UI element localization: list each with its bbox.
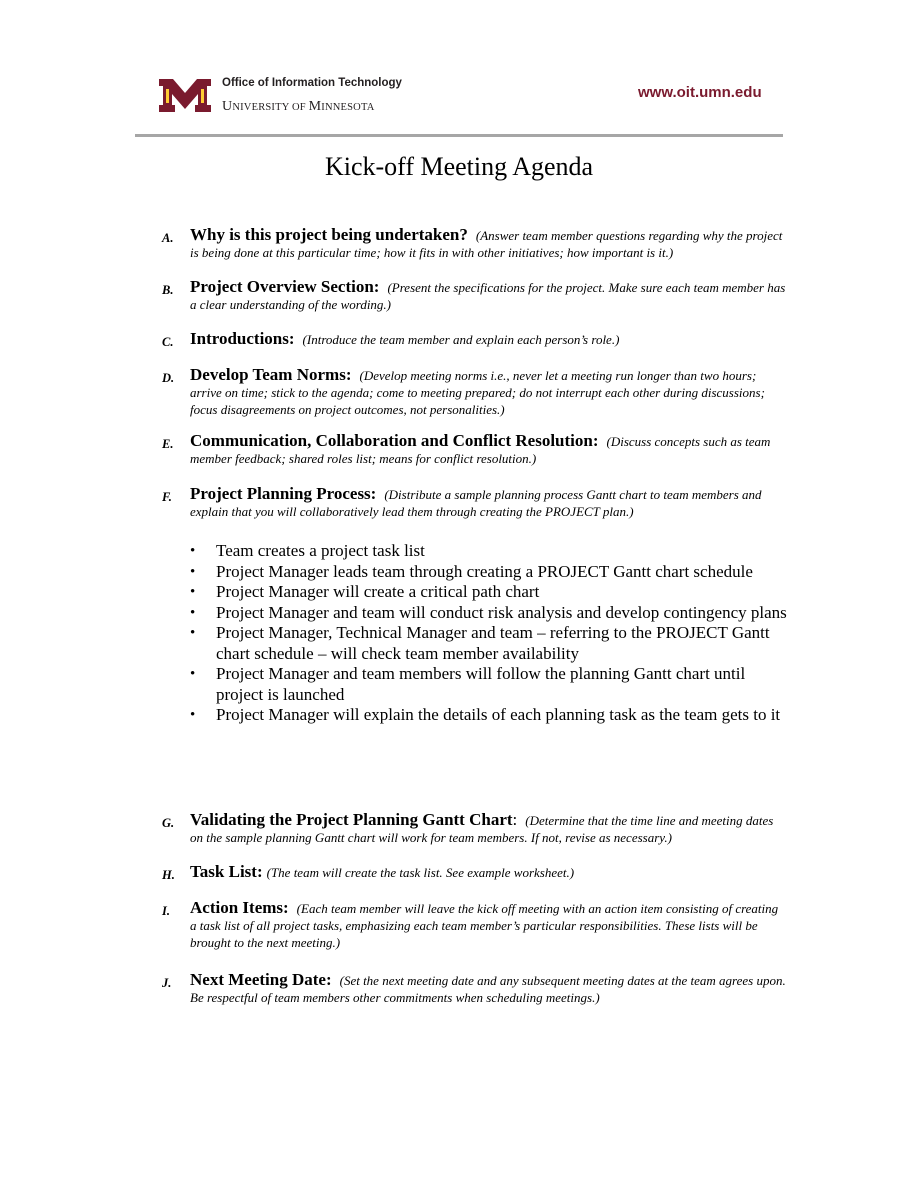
list-item: • Project Manager and team members will follow the planning Gantt chart until project is launched bbox=[190, 664, 746, 704]
item-letter: H. bbox=[162, 868, 175, 882]
agenda-item-e bbox=[162, 432, 787, 467]
list-item: • Project Manager will create a critical path chart bbox=[190, 582, 540, 601]
item-description: (Answer team member questions regarding why the project is being done at this particular time; how it fits in with other initiatives; how important is it.) bbox=[190, 228, 783, 260]
item-letter: B. bbox=[162, 283, 174, 297]
bullet-icon: • bbox=[190, 666, 196, 682]
page-header bbox=[0, 0, 918, 140]
item-heading: Validating the Project Planning Gantt Chart bbox=[190, 810, 513, 829]
item-description: (Set the next meeting date and any subsequent meeting dates at the team agrees upon. Be respectful of team members other commitments when scheduling meetings.) bbox=[190, 973, 786, 1005]
item-description: (Discuss concepts such as team member feedback; shared roles list; means for conflict resolution.) bbox=[190, 434, 771, 466]
list-item: • Project Manager leads team through creating a PROJECT Gantt chart schedule bbox=[190, 561, 753, 581]
item-letter: A. bbox=[162, 231, 174, 245]
list-item: • Team creates a project task list bbox=[190, 541, 425, 560]
item-letter: F. bbox=[162, 490, 172, 504]
item-description: (Each team member will leave the kick off meeting with an action item consisting of creating a task list of all project tasks, emphasizing each team member’s particular responsibilities. These lists will be brought to the next meeting.) bbox=[190, 901, 779, 950]
item-heading: Next Meeting Date: bbox=[190, 970, 332, 989]
item-heading: Why is this project being undertaken? bbox=[190, 225, 468, 244]
item-heading: Project Overview Section: bbox=[190, 277, 380, 296]
item-description: (Determine that the time line and meeting dates on the sample planning Gantt chart will work for team members. If not, revise as necessary.) bbox=[190, 813, 774, 845]
item-heading: Communication, Collaboration and Conflict Resolution: bbox=[190, 431, 599, 450]
bullet-icon: • bbox=[190, 584, 196, 600]
item-letter: J. bbox=[162, 976, 172, 990]
item-heading: Introductions: bbox=[190, 329, 295, 348]
university-name: UNIVERSITY OF MINNESOTA bbox=[222, 99, 375, 114]
bullet-icon: • bbox=[190, 604, 196, 621]
agenda-item-b bbox=[162, 278, 787, 313]
item-heading: Project Planning Process: bbox=[190, 484, 377, 503]
list-item: • Project Manager and team will conduct risk analysis and develop contingency plans bbox=[190, 602, 787, 622]
bullet-icon: • bbox=[190, 707, 196, 723]
item-heading: Action Items: bbox=[190, 898, 289, 917]
header-divider bbox=[135, 134, 783, 137]
item-description: (The team will create the task list. See example worksheet.) bbox=[266, 865, 575, 880]
bullet-icon: • bbox=[190, 563, 196, 580]
agenda-item-f bbox=[162, 485, 787, 520]
planning-bullet-list bbox=[188, 541, 788, 726]
item-letter: E. bbox=[162, 437, 174, 451]
agenda-item-g: G. Validating the Project Planning Gantt Chart: (Determine that the time line and meeting dates on the sample planning Gantt chart will work for team members. If not, revise as necessary.) bbox=[162, 810, 774, 845]
website-url: www.oit.umn.edu bbox=[638, 84, 762, 101]
item-description: (Present the specifications for the project. Make sure each team member has a clear understanding of the wording.) bbox=[190, 280, 786, 312]
bullet-icon: • bbox=[190, 625, 196, 641]
office-name: Office of Information Technology bbox=[222, 77, 402, 89]
bullet-icon: • bbox=[190, 543, 196, 559]
item-letter: G. bbox=[162, 816, 175, 830]
agenda-item-i bbox=[162, 899, 787, 951]
item-letter: D. bbox=[162, 371, 175, 385]
agenda-item-a bbox=[162, 226, 787, 261]
item-description: (Distribute a sample planning process Gantt chart to team members and explain that you will collaboratively lead them through creating the PROJECT plan.) bbox=[190, 487, 762, 519]
university-block-m-logo bbox=[157, 79, 213, 112]
item-letter: C. bbox=[162, 335, 174, 349]
agenda-item-j bbox=[162, 971, 787, 1006]
item-heading: Task List: bbox=[190, 862, 263, 881]
list-item: • Project Manager will explain the details of each planning task as the team gets to it bbox=[190, 705, 781, 724]
item-description: (Develop meeting norms i.e., never let a meeting run longer than two hours; arrive on time; stick to the agenda; come to meeting prepared; do not interrupt each other during discussions; focus disagreements on project outcomes, not personalities.) bbox=[190, 368, 765, 417]
list-item: • Project Manager, Technical Manager and team – referring to the PROJECT Gantt chart schedule – will check team member availability bbox=[190, 623, 770, 663]
agenda-item-h bbox=[162, 863, 787, 881]
item-description: (Introduce the team member and explain each person’s role.) bbox=[302, 332, 620, 347]
item-letter: I. bbox=[162, 904, 170, 918]
agenda-item-d bbox=[162, 366, 787, 418]
page-title: Kick-off Meeting Agenda bbox=[324, 152, 594, 181]
item-heading: Develop Team Norms: bbox=[190, 365, 352, 384]
agenda-item-c bbox=[162, 330, 787, 348]
